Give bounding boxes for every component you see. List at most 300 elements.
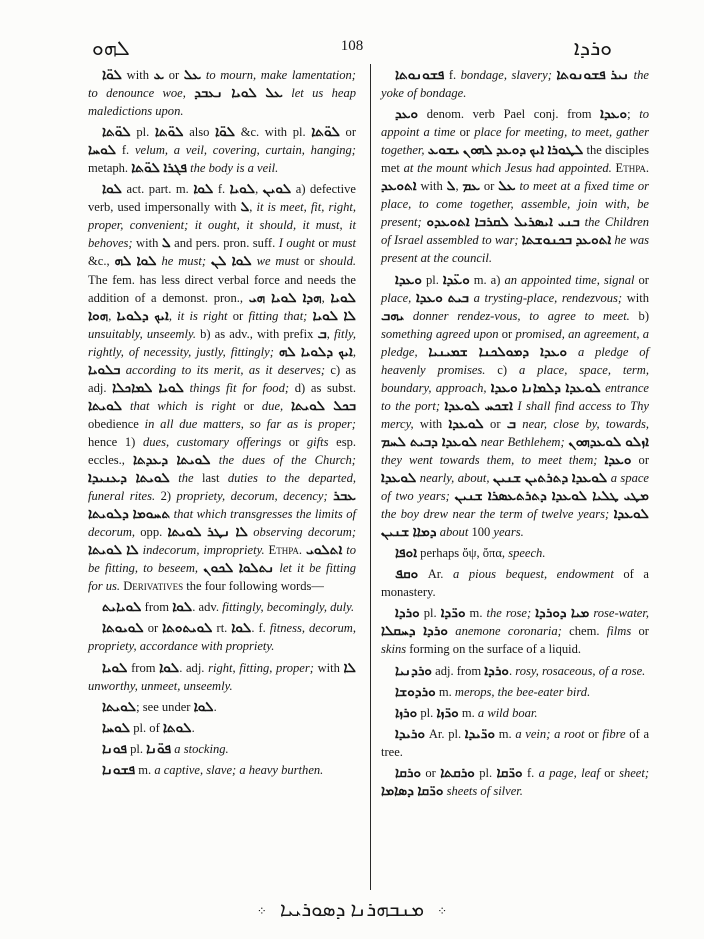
entry-text: , — [352, 344, 357, 359]
entry-text: or — [299, 254, 320, 269]
dictionary-entry — [88, 698, 356, 716]
running-header — [92, 36, 612, 58]
gloss-text: a vein; a root — [515, 726, 585, 741]
entry-text: adj. from — [432, 663, 485, 678]
gloss-text: velum, a veil, covering, curtain, hanging; — [134, 143, 356, 158]
gloss-text: a pious bequest, endowment — [453, 567, 614, 582]
syriac-term: ܘܥܕܐ — [600, 106, 628, 122]
entry-text: f. — [116, 143, 135, 158]
syriac-term: ܡܛܝ ܛܠܝܐ ܠܘܥܕܐ ܕܬܪܬܥܣܪܐ ܫܢܝܢ — [454, 488, 649, 504]
gloss-text: that which is right — [122, 398, 236, 413]
gloss-text: should. — [319, 254, 356, 269]
dictionary-entry — [381, 725, 649, 761]
syriac-term: ܐܝܟ ܕܠܘܝܐ — [116, 307, 169, 323]
gloss-text: an appointed time, signal — [504, 272, 635, 287]
syriac-term: ܠܘܥܕܐ ܕܡܐܐ ܫܢܝܢ — [381, 506, 650, 540]
dictionary-entry — [88, 598, 356, 616]
syriac-term: ܠܘܥܕܐ ܕܬܪܬܝܢ ܫܢܝܢ — [492, 470, 608, 486]
syriac-term: ܘܪ̈ܝܕܐ — [464, 725, 496, 741]
entry-text: The fem. has less direct verbal force and needs the addition of a demonst. pron., — [88, 272, 356, 305]
gloss-text: the Children of Israel assembled to war; — [381, 215, 650, 248]
entry-text: and pers. pron. suff. — [170, 236, 279, 251]
syriac-term: ܠ — [240, 199, 250, 215]
entry-text: m. — [465, 606, 487, 621]
entry-text: forming on the surface of a liquid. — [406, 642, 582, 657]
entry-text: with — [416, 179, 447, 194]
syriac-term: ܐܘܦܐ — [395, 545, 418, 561]
gloss-text: sheets of silver. — [443, 783, 523, 798]
syriac-term: ܠܘܝܬܘܬܐ — [162, 620, 213, 636]
dictionary-entry — [381, 683, 649, 701]
syriac-term: ܥܠ — [498, 178, 516, 194]
entry-text: or — [455, 125, 475, 140]
entry-text: &c. with pl. — [235, 125, 312, 140]
entry-text: , — [249, 200, 257, 215]
gloss-text: anemone coronaria; — [447, 624, 562, 639]
syriac-term: ܐܝܟ ܕܠܘܝܐ ܠܗ — [278, 343, 353, 359]
syriac-term: ܘܥܕܐ ܕܡܘܠܟܢܐ ܫܡܝܢܝܐ — [428, 343, 568, 359]
dictionary-entry — [381, 604, 649, 658]
entry-text — [597, 453, 604, 467]
entry-text: . — [509, 663, 516, 678]
gloss-text: gifts — [306, 434, 329, 449]
entry-text: with — [122, 68, 154, 82]
header-left-guide-word: ܠܗܘ — [92, 36, 130, 60]
gloss-text: indecorum, impropriety. — [138, 543, 265, 558]
gloss-text: near, close by, towards, — [516, 416, 649, 431]
entry-text: from — [127, 660, 160, 675]
left-column — [88, 66, 356, 782]
entry-text: ; see under — [136, 699, 194, 714]
syriac-term: ܠܘܝܢ — [262, 181, 292, 197]
entry-text: f. — [213, 182, 230, 197]
entry-text: , — [326, 326, 335, 341]
entry-text: or — [498, 326, 516, 341]
gloss-text: near Bethlehem; — [477, 434, 565, 449]
gloss-text: duties to the departed, funeral rites. — [88, 471, 356, 504]
entry-text: opp. — [135, 525, 168, 540]
dictionary-entry — [88, 66, 356, 120]
syriac-term: ܘܪ̈ܙܐ — [436, 704, 459, 720]
gloss-text: fitly, rightly, of necessity, justly, fittingly; — [88, 326, 356, 359]
syriac-term: ܠܘܥܕܐ — [381, 470, 417, 486]
entry-text: d) as subst. — [289, 380, 356, 395]
entry-text: b) — [629, 308, 650, 323]
gloss-text: merops, the bee-eater bird. — [454, 684, 591, 699]
entry-text: denom. verb Pael conj. from — [418, 107, 601, 122]
gloss-text: rosy, rosaceous, of a rose. — [515, 663, 646, 678]
syriac-term: ܘܪܕܘܫܐ — [395, 683, 436, 699]
syriac-term: ܦܫܘܢܘܬܐ — [395, 67, 445, 82]
syriac-term: ܠܘ̈ܬܐ — [311, 124, 340, 140]
dictionary-entry — [381, 704, 649, 722]
gloss-text: a wild boar. — [477, 705, 538, 720]
syriac-term: ܠܘܐ — [193, 698, 214, 714]
gloss-text: unsuitably, unseemly. — [88, 326, 196, 341]
gloss-text: right, fitting, proper; — [208, 660, 314, 675]
gloss-text: entrance to the port; — [381, 380, 649, 413]
gloss-text: skins — [381, 642, 407, 657]
entry-text: perhaps ὄψ, ὄπα, — [417, 546, 509, 561]
entry-text: c) as adj. — [88, 362, 356, 395]
entry-text: last — [193, 471, 228, 486]
syriac-term: ܘܪܩܐ — [395, 764, 422, 780]
syriac-term: ܗܕܐ ܠܘܝܐ ܗܝ — [248, 289, 322, 305]
entry-text: , — [255, 182, 263, 197]
syriac-term: ܘܪܕܐ ܕܚܩܠܐ — [381, 623, 448, 639]
syriac-term: ܦܘܢܐ — [102, 740, 127, 756]
syriac-term: ܒܠܘܝܐ — [88, 361, 121, 377]
entry-text: or — [599, 765, 620, 780]
gloss-text: nearly, about, — [416, 471, 490, 486]
entry-text: . — [191, 720, 195, 735]
right-column — [381, 66, 649, 803]
dictionary-entry — [381, 544, 649, 562]
syriac-term: ܠܘܝܐܝܬ — [102, 599, 142, 615]
syriac-term: ܘܪܕܢܝܐ — [395, 662, 433, 678]
syriac-term: ܠ — [161, 235, 171, 251]
gloss-text: place, — [381, 290, 412, 305]
entry-text: . adv. — [192, 600, 223, 615]
gloss-text: sheet; — [619, 765, 650, 780]
syriac-term: ܐܬܘܥܕ ܒܟܢܘܫܬܐ — [521, 232, 612, 248]
gloss-text: things fit for food; — [183, 380, 290, 395]
entry-text: or — [421, 765, 441, 780]
gloss-text: unworthy, unmeet, unseemly. — [88, 678, 233, 693]
dictionary-entry — [88, 659, 356, 695]
entry-text: m. a) — [469, 272, 505, 287]
gloss-text: a pledge of heavenly promises. — [381, 344, 650, 377]
syriac-term: ܠܘܝܘܬܐ — [102, 620, 144, 636]
gloss-text: the yoke of bondage. — [381, 68, 649, 101]
syriac-term: ܦܘ̈ܢܐ — [146, 740, 172, 756]
entry-text: the four following words— — [183, 579, 324, 594]
gloss-text: at the mount which Jesus had appointed. — [403, 161, 612, 176]
syriac-term: ܠܘܐ — [193, 181, 214, 197]
gloss-text: promised, an agreement, a pledge, — [381, 326, 650, 359]
syriac-term: ܥܒܪ ܬܚܘܡܐ ܕܠܘܝܬܐ — [88, 488, 356, 522]
syriac-term: ܠܘܥܕܐ — [448, 415, 484, 431]
entry-text: with — [413, 416, 449, 431]
gloss-text: it is right — [177, 308, 228, 323]
entry-text: , — [455, 179, 463, 194]
gloss-text: place for meeting, to meet, gather together, — [381, 125, 649, 158]
gloss-text: the body is a veil. — [186, 161, 279, 176]
entry-text: ; — [627, 107, 640, 122]
entry-text: Ar. pl. — [425, 726, 465, 741]
entry-text: pl. — [417, 705, 437, 720]
entry-text: 100 — [468, 525, 494, 540]
syriac-term: ܠܘܐ ܠܢ — [210, 253, 252, 269]
syriac-term: ܠ — [446, 178, 456, 194]
syriac-term: ܘܪ̈ܕܐ — [440, 605, 466, 621]
syriac-term: ܠܘܐ — [159, 659, 180, 675]
entry-text: with — [132, 236, 162, 251]
gloss-text: observing decorum; — [247, 525, 357, 540]
syriac-term: ܐܫܟܚ ܠܘܥܕܐ — [444, 397, 513, 413]
gloss-text: dues, customary offerings — [142, 434, 282, 449]
entry-text: rt. — [212, 621, 232, 636]
gloss-text: a space of two years; — [381, 471, 650, 504]
syriac-term: ܘܥܕܐ — [395, 271, 422, 287]
syriac-term: ܘܥܕܐ — [490, 379, 518, 395]
syriac-term: ܠܘܝܐ ܗܘܐ — [88, 289, 356, 323]
dictionary-entry — [88, 123, 356, 177]
entry-text: obedience — [88, 416, 145, 431]
syriac-term: ܠܘܚܐ — [88, 142, 117, 158]
syriac-term: ܦܓܪܐ ܠܘ̈ܬܐ — [131, 160, 187, 176]
dictionary-entry — [381, 764, 649, 800]
syriac-term: ܠܘܝܬܐ ܕܥܕܬܐ — [133, 451, 211, 467]
entry-text: a) defective verb, used impersonally with — [88, 182, 356, 215]
gloss-text: that which transgresses the limits of decorum, — [88, 507, 356, 540]
entry-text: f. — [444, 68, 461, 82]
gloss-text: to meet at a fixed time or place, to come together, assemble, join with, be present; — [381, 179, 649, 230]
syriac-term: ܝܗܒ — [381, 307, 405, 323]
syriac-term: ܘܪ̈ܩܐ ܕܣܐܡܐ — [381, 782, 444, 798]
gloss-text: in all due matters, so far as is proper; — [144, 416, 356, 431]
dictionary-entry — [88, 180, 356, 595]
syriac-term: ܦܫܘܢܐ — [102, 761, 136, 777]
entry-text: 2) — [155, 489, 177, 504]
entry-text: from — [141, 600, 173, 615]
gloss-text: years. — [493, 525, 524, 540]
syriac-term: ܘܪ̈ܩܐ — [496, 764, 523, 780]
syriac-term: ܠܘܐ — [102, 181, 123, 197]
entry-text: b) as adv., with prefix — [195, 326, 318, 341]
syriac-term: ܐܬܘܥܕ — [381, 178, 417, 194]
dictionary-entry — [381, 105, 649, 267]
syriac-term: ܒܝܬ ܘܥܕܐ — [415, 289, 469, 305]
gloss-text: the dues of the Church; — [210, 452, 356, 467]
entry-text: also — [183, 125, 216, 140]
gloss-text: the boy drew near the term of twelve years; — [381, 507, 610, 522]
gloss-text: a stocking. — [171, 741, 229, 756]
grammar-label: Derivatives — [123, 579, 184, 594]
syriac-term: ܠܘܐ — [172, 599, 193, 615]
syriac-term: ܐܬܠܘܝ — [305, 542, 343, 558]
syriac-term: ܠܘܥܕܐ ܕܠܡܐܢܐ — [522, 379, 601, 395]
syriac-term: ܒܟܠ ܠܘܝܬܐ — [291, 397, 357, 413]
syriac-term: ܢܝܪ ܦܫܘܢܘܬܐ — [556, 67, 630, 82]
gloss-text: fibre — [602, 726, 626, 741]
entry-text: or — [314, 236, 333, 251]
gloss-text: a page, leaf — [538, 765, 600, 780]
syriac-term: ܘܩܦ — [395, 566, 419, 582]
grammar-label: Ethpa. — [268, 543, 303, 558]
entry-text: or — [339, 125, 357, 140]
syriac-term: ܠܘܝܬܐ ܕܥܢܝܕܐ — [88, 470, 170, 486]
entry-text: metaph. — [88, 161, 132, 176]
entry-text: . adj. — [179, 660, 209, 675]
page-footer — [0, 899, 704, 922]
entry-text: m. — [458, 705, 478, 720]
dictionary-entry — [381, 66, 649, 102]
syriac-term: ܥܡ — [462, 178, 481, 194]
footer-ornament-right: ⁘ — [437, 903, 448, 918]
syriac-term: ܠܘܝܐ — [102, 659, 128, 675]
entry-text: m. — [135, 762, 155, 777]
gloss-text: rose-water, — [589, 606, 649, 621]
page-number: 108 — [340, 38, 364, 54]
dictionary-entry — [88, 761, 356, 779]
gloss-text: they went towards them, to meet them; — [381, 452, 598, 467]
entry-text: pl. — [130, 125, 155, 140]
syriac-term: ܘܪܝܕܐ — [395, 725, 426, 741]
entry-text: or — [235, 398, 262, 413]
entry-text: or — [143, 621, 163, 636]
entry-text: . — [213, 699, 217, 714]
syriac-term: ܠܘܝܐ ܠܡܐܟܠܐ — [112, 379, 184, 395]
entry-text: or — [483, 416, 507, 431]
entry-text: or — [634, 272, 649, 287]
gloss-text: fitting that; — [248, 308, 308, 323]
gloss-text: donner rendez-vous, to agree to meet. — [404, 308, 630, 323]
entry-text: act. part. m. — [122, 182, 194, 197]
entry-text: chem. — [561, 624, 607, 639]
column-divider — [370, 64, 371, 890]
entry-text: with — [313, 660, 344, 675]
entry-text — [283, 399, 291, 413]
syriac-term: ܠܘܥܕܐ ܕܒܝܬ ܠܚܡ — [381, 433, 478, 449]
gloss-text: something agreed upon — [381, 326, 499, 341]
syriac-term: ܠܘܚܐ — [102, 719, 131, 735]
entry-text: , — [168, 308, 178, 323]
gloss-text: bondage, slavery; — [460, 68, 552, 82]
gloss-text: we must — [251, 254, 300, 269]
dictionary-entry — [88, 719, 356, 737]
syriac-term: ܥܠ ܠܘܝܐ ܢܥܒܕ — [194, 85, 283, 101]
gloss-text: it is meet, fit, right, proper, convenient; it ought, it should, it must, it behoves; — [88, 200, 357, 251]
entry-text: pl. — [419, 606, 441, 621]
header-right-guide-word: ܘܪܕܐ — [573, 36, 612, 60]
gloss-text: according to its merit, as it deserves; — [120, 362, 326, 377]
entry-text: c) — [485, 362, 519, 377]
entry-text: of a monastery. — [381, 567, 649, 600]
syriac-term: ܐܬܘܥܕܘ — [426, 214, 470, 230]
entry-text: m. — [435, 684, 455, 699]
entry-text: Ar. — [418, 567, 453, 582]
entry-text: or — [584, 726, 603, 741]
gloss-text: let us heap maledictions upon. — [88, 86, 357, 119]
syriac-term: ܠܘ̈ܬܐ — [102, 124, 131, 140]
gloss-text: he was present at the council. — [381, 233, 649, 266]
syriac-term: ܠܐ ܠܘܝܬܐ — [88, 542, 139, 558]
syriac-term: ܘܥ̈ܕܐ — [442, 271, 470, 287]
syriac-term: ܠܘܝܬܐ — [102, 698, 137, 714]
syriac-term: ܠܘܬܐ — [162, 719, 192, 735]
entry-text: the disciples met — [381, 143, 649, 176]
gloss-text: fitness, decorum, propriety, accordance with propriety. — [88, 621, 356, 654]
gloss-text: about — [436, 525, 469, 540]
gloss-text: I ought — [278, 236, 315, 251]
entry-text: of a tree. — [381, 726, 650, 759]
gloss-text: to appoint a time — [381, 107, 649, 140]
syriac-term: ܘܪܙܐ — [395, 704, 418, 720]
syriac-term: ܠܛܘܪܐ ܐܝܟ ܕܘܥܕ ܠܗܘܢ ܝܫܘܥ — [427, 142, 584, 158]
syriac-term: ܘܥܕܐ — [604, 451, 632, 467]
dictionary-entry — [88, 740, 356, 758]
syriac-term: ܒ — [506, 415, 517, 431]
syriac-term: ܡܝܐ ܕܘܪܕܐ — [535, 605, 590, 621]
entry-text: pl. — [474, 765, 497, 780]
gloss-text: films — [606, 624, 632, 639]
dictionary-entry — [88, 619, 356, 655]
entry-text: or — [281, 434, 307, 449]
entry-text: . f. — [251, 621, 270, 636]
gloss-text: fittingly, becomingly, duly. — [222, 600, 355, 615]
syriac-term: ܠܐ ܢܛܪ ܠܘܝܬܐ — [167, 524, 248, 540]
syriac-term: ܠܘ̈ܬܐ — [154, 124, 184, 140]
gloss-text: propriety, decorum, decency; — [176, 489, 328, 504]
syriac-term: ܠܘܐ ܠܗ — [114, 253, 157, 269]
syriac-term: ܠܘܝܐ — [229, 181, 256, 197]
dictionary-entry — [381, 565, 649, 601]
entry-text: pl. — [421, 272, 443, 287]
entry-text: pl. of — [130, 720, 163, 735]
entry-text: or — [631, 452, 649, 467]
entry-text: f. — [522, 765, 539, 780]
gloss-text: speech. — [508, 546, 546, 561]
entry-text: , — [108, 308, 117, 323]
gloss-text: the — [169, 471, 194, 486]
gloss-text: a trysting-place, rendezvous; — [468, 290, 623, 305]
entry-text: pl. — [127, 741, 147, 756]
syriac-term: ܢܬܠܘܐ ܠܟܘܢ — [203, 560, 275, 576]
gloss-text: a place, space, term, boundary, approach, — [381, 362, 649, 395]
gloss-text: must — [332, 236, 356, 251]
entry-text: &c., — [88, 254, 115, 269]
dictionary-entry — [381, 271, 649, 542]
gloss-text: he must; — [156, 254, 207, 269]
syriac-term: ܒ — [317, 325, 327, 341]
grammar-label: Ethpa. — [615, 161, 650, 176]
syriac-term: ܘܪܕܐ — [484, 662, 510, 678]
dictionary-entry — [381, 662, 649, 680]
syriac-term: ܘܪܩܬܐ — [440, 764, 475, 780]
entry-text: or — [227, 308, 249, 323]
syriac-term: ܠܘ̈ܐ — [102, 67, 123, 82]
syriac-term: ܥܠ — [183, 67, 202, 82]
gloss-text: a captive, slave; a heavy burthen. — [154, 762, 324, 777]
gloss-text: to mourn, make lamentation; to denounce woe, — [88, 68, 356, 101]
entry-text: , — [321, 290, 331, 305]
entry-text: or — [480, 179, 499, 194]
syriac-term: ܥ — [153, 67, 165, 82]
syriac-term: ܒܢܝ ܐܝܣܪܝܠ ܠܩܪܒܐ — [474, 214, 580, 230]
syriac-term: ܠܐ ܠܘܝܐ — [312, 307, 357, 323]
syriac-term: ܘܥܕ — [395, 106, 419, 122]
gloss-text: let it be fitting for us. — [88, 561, 356, 594]
entry-text — [418, 345, 429, 359]
syriac-term: ܠܘ̈ܐ — [215, 124, 236, 140]
syriac-term: ܠܘܝܬܐ — [88, 397, 123, 413]
footer-ornament-left: ⁘ — [256, 903, 267, 918]
gloss-text: to be fitting, to beseem, — [88, 543, 356, 576]
gloss-text: due, — [261, 398, 284, 413]
entry-text: with — [622, 290, 650, 305]
entry-text: or — [631, 624, 649, 639]
entry-text: hence 1) — [88, 434, 143, 449]
syriac-term: ܠܘܐ — [231, 620, 252, 636]
syriac-term: ܠܐ — [343, 659, 356, 675]
entry-text: or — [164, 68, 184, 82]
entry-text: esp. eccles., — [88, 434, 357, 467]
entry-text: m. — [495, 726, 516, 741]
syriac-term: ܐܙܠܘ ܠܘܥܕܗܘܢ — [568, 433, 649, 449]
footer-signature: ܡܢܒܗܪܢܐ ܕܣܘܪܝܝܐ — [279, 899, 425, 921]
gloss-text: the rose; — [486, 606, 532, 621]
